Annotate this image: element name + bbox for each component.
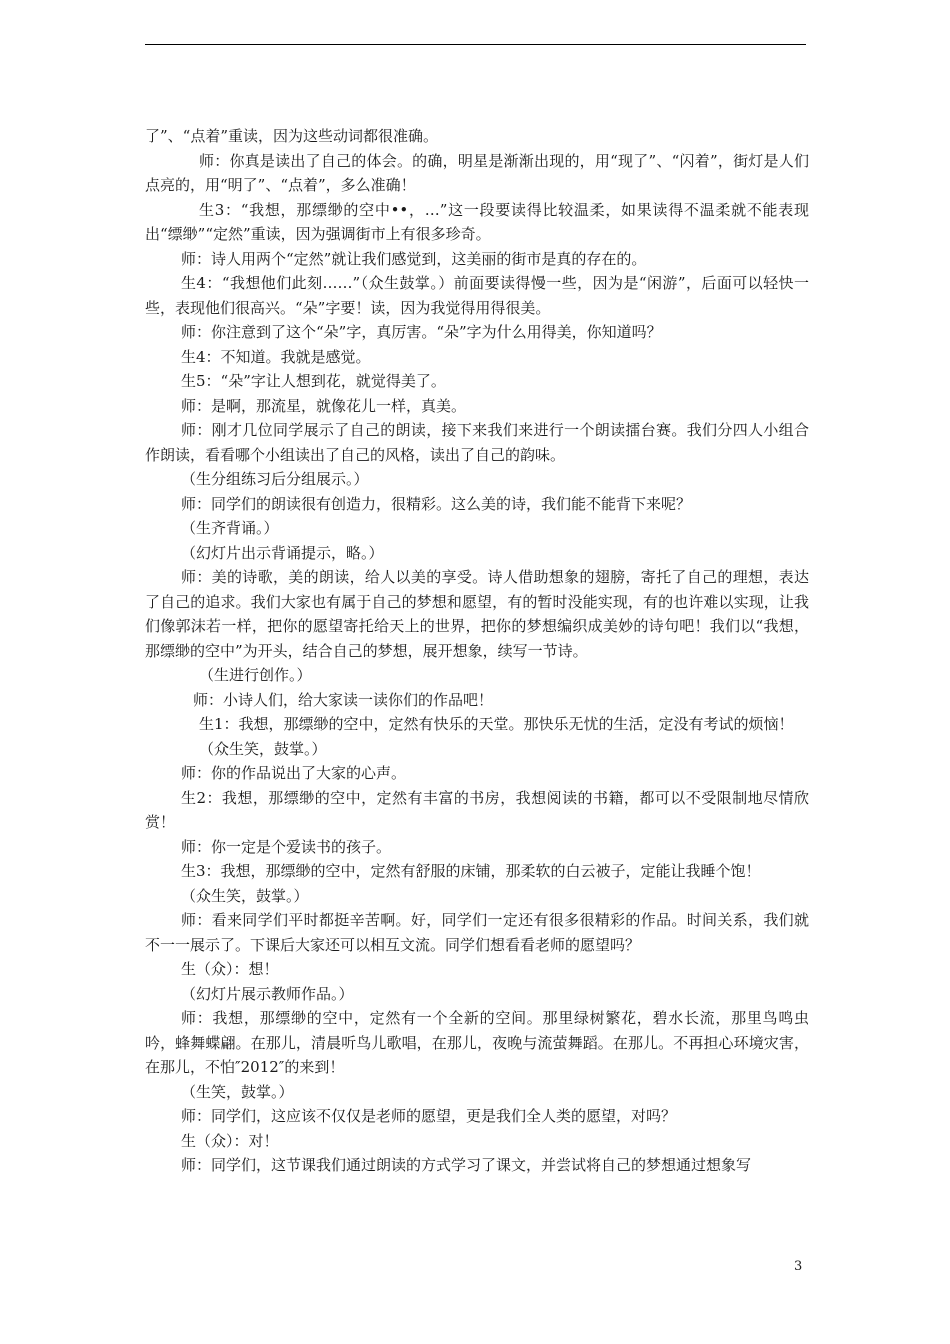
paragraph: 师：你真是读出了自己的体会。的确，明星是渐渐出现的，用“现了”、“闪着”，街灯是人们点亮的，用“明了”、“点着”，多么准确！: [145, 151, 809, 194]
paragraph: 生（众）：想！: [181, 960, 279, 978]
paragraph: 了”、“点着”重读，因为这些动词都很准确。: [145, 127, 439, 145]
paragraph: 生4：“我想他们此刻……”（众生鼓掌。）前面要读得慢一些，因为是“闲游”，后面可以轻快一些，表现他们很高兴。“朵”字要！读，因为我觉得用得很美。: [145, 274, 809, 317]
paragraph: 师：同学们，这节课我们通过朗读的方式学习了课文，并尝试将自己的梦想通过想象写: [181, 1156, 752, 1174]
paragraph: （众生笑，鼓掌。）: [181, 886, 309, 905]
document-body: [145, 124, 809, 1178]
paragraph: 生5：“朵”字让人想到花，就觉得美了。: [181, 372, 446, 390]
paragraph: 师：看来同学们平时都挺辛苦啊。好，同学们一定还有很多很精彩的作品。时间关系，我们就不一一展示了。下课后大家还可以相互文流。同学们想看看老师的愿望吗？: [145, 911, 809, 954]
paragraph: （幻灯片展示教师作品。）: [181, 984, 354, 1003]
paragraph: 师：你注意到了这个“朵”字，真厉害。“朵”字为什么用得美，你知道吗？: [181, 323, 662, 341]
paragraph: 生（众）：对！: [181, 1131, 279, 1150]
paragraph: 师：刚才几位同学展示了自己的朗读，接下来我们来进行一个朗读擂台赛。我们分四人小组合作朗读，看看哪个小组读出了自己的风格，读出了自己的韵味。: [145, 421, 809, 464]
paragraph: 师：同学们，这应该不仅仅是老师的愿望，更是我们全人类的愿望，对吗？: [181, 1107, 677, 1125]
paragraph: 师：诗人用两个“定然”就让我们感觉到，这美丽的街市是真的存在的。: [181, 249, 647, 268]
paragraph: 师：同学们的朗读很有创造力，很精彩。这么美的诗，我们能不能背下来呢？: [181, 494, 692, 513]
paragraph: 师：你一定是个爱读书的孩子。: [181, 837, 392, 856]
paragraph: 师：小诗人们，给大家读一读你们的作品吧！: [193, 690, 494, 709]
paragraph: 师：美的诗歌，美的朗读，给人以美的享受。诗人借助想象的翅膀，寄托了自己的理想，表达了自己的追求。我们大家也有属于自己的梦想和愿望，有的暂时没能实现，有的也许难以实现，让我们像郭沫若一样，把你的愿望寄托给天上的世界，把你的梦想编织成美妙的诗句吧！我们以“我想，那缥缈的空中”为开头，结合自己的梦想，展开想象，续写一节诗。: [145, 568, 809, 660]
paragraph: （生进行创作。）: [199, 666, 312, 684]
paragraph: （生齐背诵。）: [181, 519, 279, 537]
paragraph: （众生笑，鼓掌。）: [199, 739, 327, 758]
paragraph: 生1：我想，那缥缈的空中，定然有快乐的天堂。那快乐无忧的生活，定没有考试的烦恼！: [199, 715, 794, 733]
paragraph: 师：我想，那缥缈的空中，定然有一个全新的空间。那里绿树繁花，碧水长流，那里鸟鸣虫吟，蜂舞蝶翩。在那儿，清晨听鸟儿歌唱，在那儿，夜晚与流萤舞蹈。在那儿。不再担心环境灾害，在那儿，不怕″2012″的来到！: [145, 1009, 809, 1076]
header-rule: [145, 44, 806, 45]
paragraph: 生4：不知道。我就是感觉。: [181, 347, 371, 366]
paragraph: 生2：我想，那缥缈的空中，定然有丰富的书房，我想阅读的书籍，都可以不受限制地尽情欣赏！: [145, 788, 809, 831]
page-number: 3: [794, 1259, 803, 1274]
paragraph: 生3：我想，那缥缈的空中，定然有舒服的床铺，那柔软的白云被子，定能让我睡个饱！: [181, 862, 761, 880]
paragraph: （生笑，鼓掌。）: [181, 1082, 294, 1101]
paragraph: 生3：“我想，那缥缈的空中••，…”这一段要读得比较温柔，如果读得不温柔就不能表现出“缥缈”“定然”重读，因为强调街市上有很多珍奇。: [145, 200, 809, 243]
paragraph: 师：你的作品说出了大家的心声。: [181, 764, 407, 782]
paragraph: （生分组练习后分组展示。）: [181, 470, 369, 488]
paragraph: （幻灯片出示背诵提示，略。）: [181, 543, 384, 562]
paragraph: 师：是啊，那流星，就像花儿一样，真美。: [181, 396, 467, 415]
